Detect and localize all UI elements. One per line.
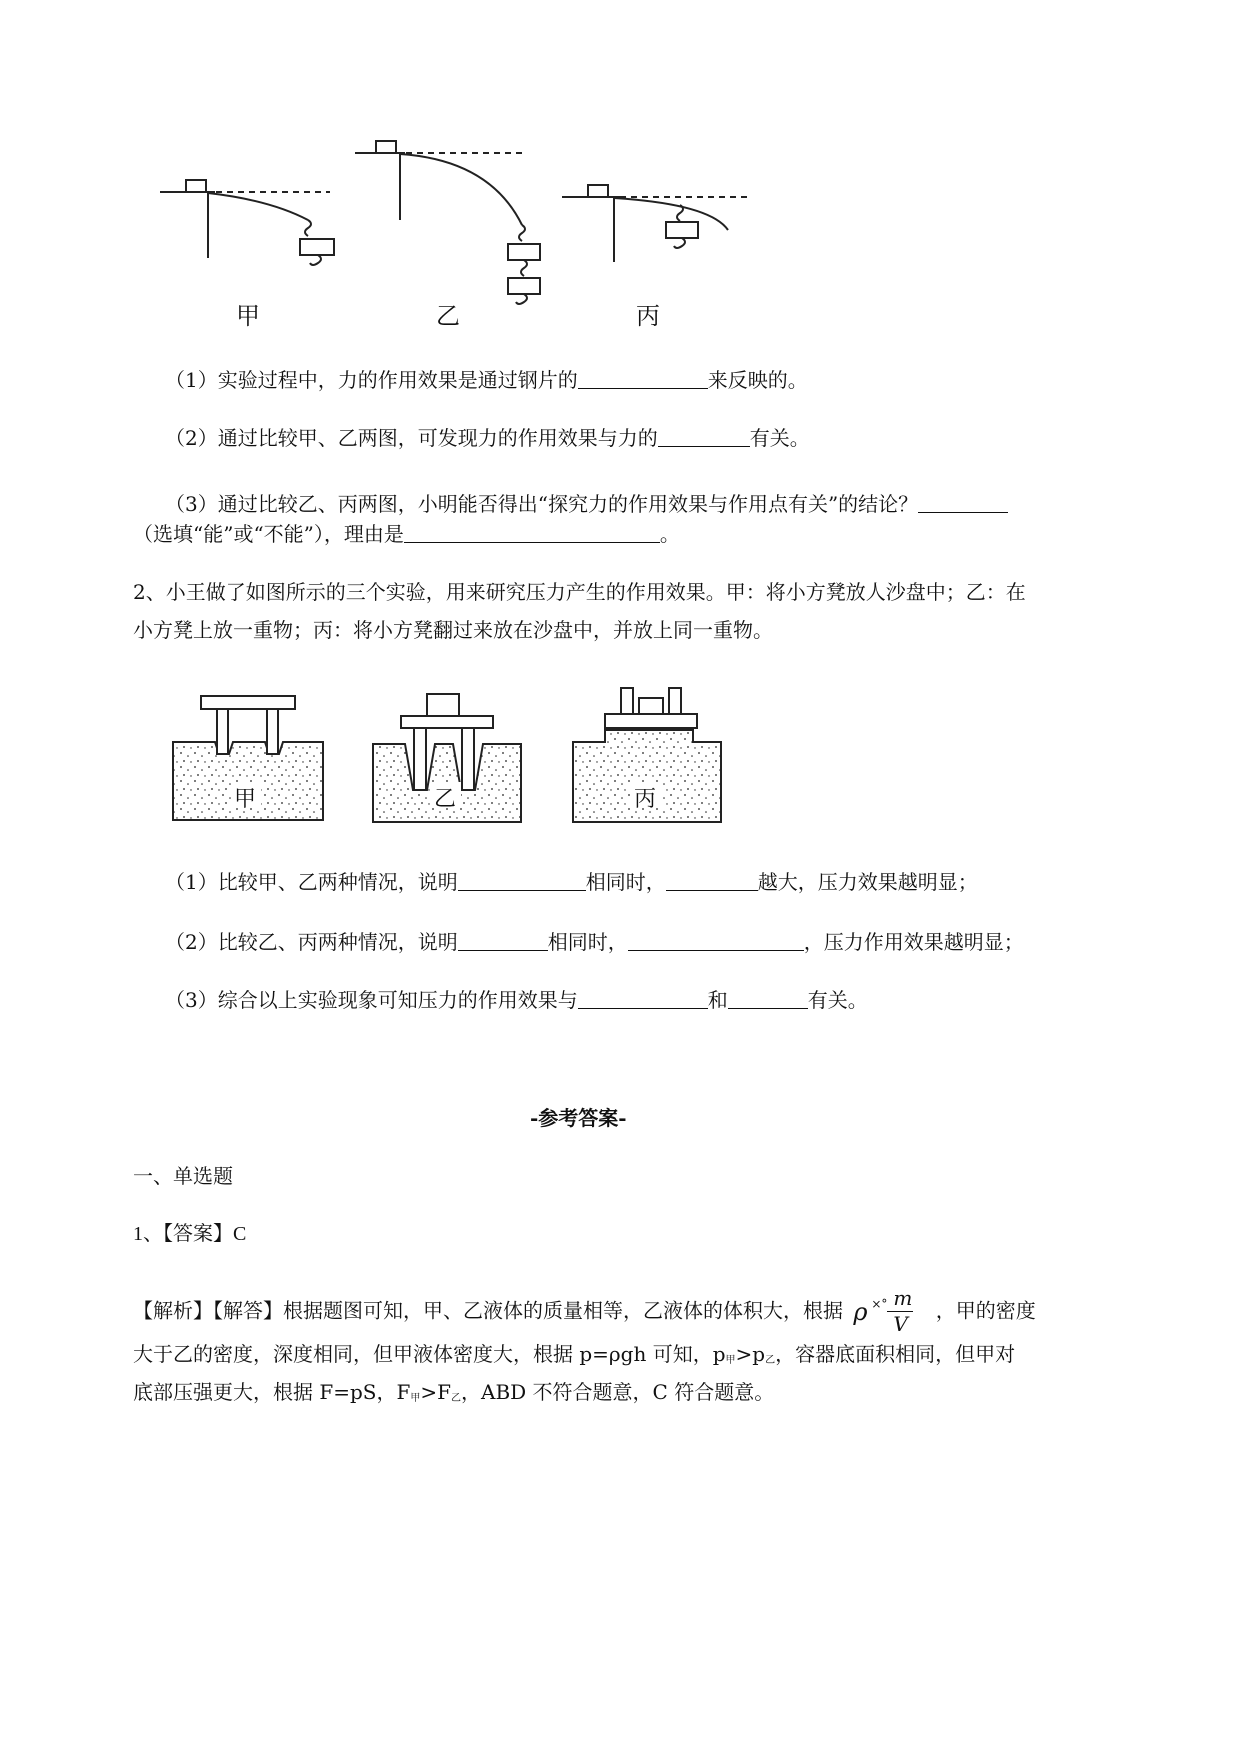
figure2-label-yi: 乙	[434, 787, 457, 812]
figure1-label-yi: 乙	[436, 302, 460, 330]
subscript-jia: 甲	[725, 1355, 736, 1366]
formula-dots: ×°	[871, 1297, 888, 1311]
answers-item1: 1、【答案】C	[133, 1223, 247, 1245]
q2-sub1-suffix: 越大，压力效果越明显；	[757, 870, 978, 894]
q1-sub2-suffix: 有关。	[749, 426, 810, 450]
answer-blank	[578, 988, 708, 1009]
analysis-line3-a: 底部压强更大，根据 F=pS，F	[133, 1380, 411, 1404]
subscript-yi: 乙	[765, 1355, 776, 1366]
figure1-label-jia: 甲	[236, 302, 260, 330]
analysis-line2	[133, 1340, 1015, 1375]
answers-section: 一、单选题	[133, 1164, 233, 1188]
answer-blank	[458, 930, 548, 951]
q2-sub1	[165, 868, 978, 896]
analysis-line3-b: >F	[420, 1380, 452, 1404]
figure2-label-bing: 丙	[634, 787, 657, 812]
answer-blank	[666, 870, 758, 891]
q2-sub3-mid: 和	[707, 988, 728, 1012]
subscript-yi: 乙	[451, 1393, 462, 1404]
subscript-jia: 甲	[410, 1393, 421, 1404]
answer-blank	[404, 522, 660, 543]
q2-intro-line2: 小方凳上放一重物；丙：将小方凳翻过来放在沙盘中，并放上同一重物。	[133, 618, 773, 642]
q1-sub3-line2-prefix: （选填“能”或“不能”），理由是	[133, 522, 404, 546]
answer-blank	[658, 426, 750, 447]
q2-sub3-prefix: （3）综合以上实验现象可知压力的作用效果与	[165, 988, 578, 1012]
analysis-line1-b: ，甲的密度	[935, 1298, 1036, 1323]
q2-sub1-mid: 相同时，	[585, 870, 666, 894]
figure2-label-jia: 甲	[234, 787, 257, 812]
q2-sub2-prefix: （2）比较乙、丙两种情况，说明	[165, 930, 458, 954]
q1-sub1-prefix: （1）实验过程中，力的作用效果是通过钢片的	[165, 368, 578, 392]
q1-sub3-line2	[133, 520, 680, 548]
formula-m: m	[893, 1286, 913, 1310]
q1-sub1	[165, 366, 808, 394]
analysis-line2-a: 大于乙的密度，深度相同，但甲液体密度大，根据 p=ρgh 可知，p	[133, 1342, 726, 1366]
q1-sub3-line1	[165, 490, 1008, 518]
rho-symbol: ρ	[853, 1298, 868, 1326]
q2-sub3-suffix: 有关。	[807, 988, 868, 1012]
answer-blank	[728, 988, 808, 1009]
analysis-line3-c: ，ABD 不符合题意，C 符合题意。	[461, 1380, 775, 1404]
q2-sub3	[165, 986, 868, 1014]
q2-sub2	[165, 928, 1024, 956]
q1-sub3-prefix: （3）通过比较乙、丙两图，小明能否得出“探究力的作用效果与作用点有关”的结论？	[165, 492, 919, 516]
q2-sub1-prefix: （1）比较甲、乙两种情况，说明	[165, 870, 458, 894]
answer-blank	[628, 930, 804, 951]
answer-blank	[918, 492, 1008, 513]
q1-sub1-suffix: 来反映的。	[707, 368, 808, 392]
analysis-line1	[133, 1286, 1036, 1336]
answer-blank	[458, 870, 586, 891]
q2-intro-line1: 2、小王做了如图所示的三个实验，用来研究压力产生的作用效果。甲：将小方凳放人沙盘中；乙：在	[133, 580, 1026, 604]
analysis-line3	[133, 1378, 774, 1413]
formula-V: V	[893, 1312, 908, 1336]
q1-sub3-line2-suffix: 。	[659, 522, 680, 546]
q2-sub2-suffix: ，压力作用效果越明显；	[803, 930, 1024, 954]
q1-sub2-prefix: （2）通过比较甲、乙两图，可发现力的作用效果与力的	[165, 426, 658, 450]
density-formula	[849, 1286, 929, 1336]
analysis-line2-b: >p	[735, 1342, 766, 1366]
analysis-line2-c: ，容器底面积相同，但甲对	[775, 1342, 1016, 1366]
answers-title: -参考答案-	[530, 1106, 627, 1130]
figure1-label-bing: 丙	[636, 302, 660, 330]
q2-sub2-mid: 相同时，	[547, 930, 628, 954]
answer-blank	[578, 368, 708, 389]
q1-sub2	[165, 424, 810, 452]
analysis-line1-a: 【解析】【解答】根据题图可知，甲、乙液体的质量相等，乙液体的体积大，根据	[133, 1298, 843, 1323]
